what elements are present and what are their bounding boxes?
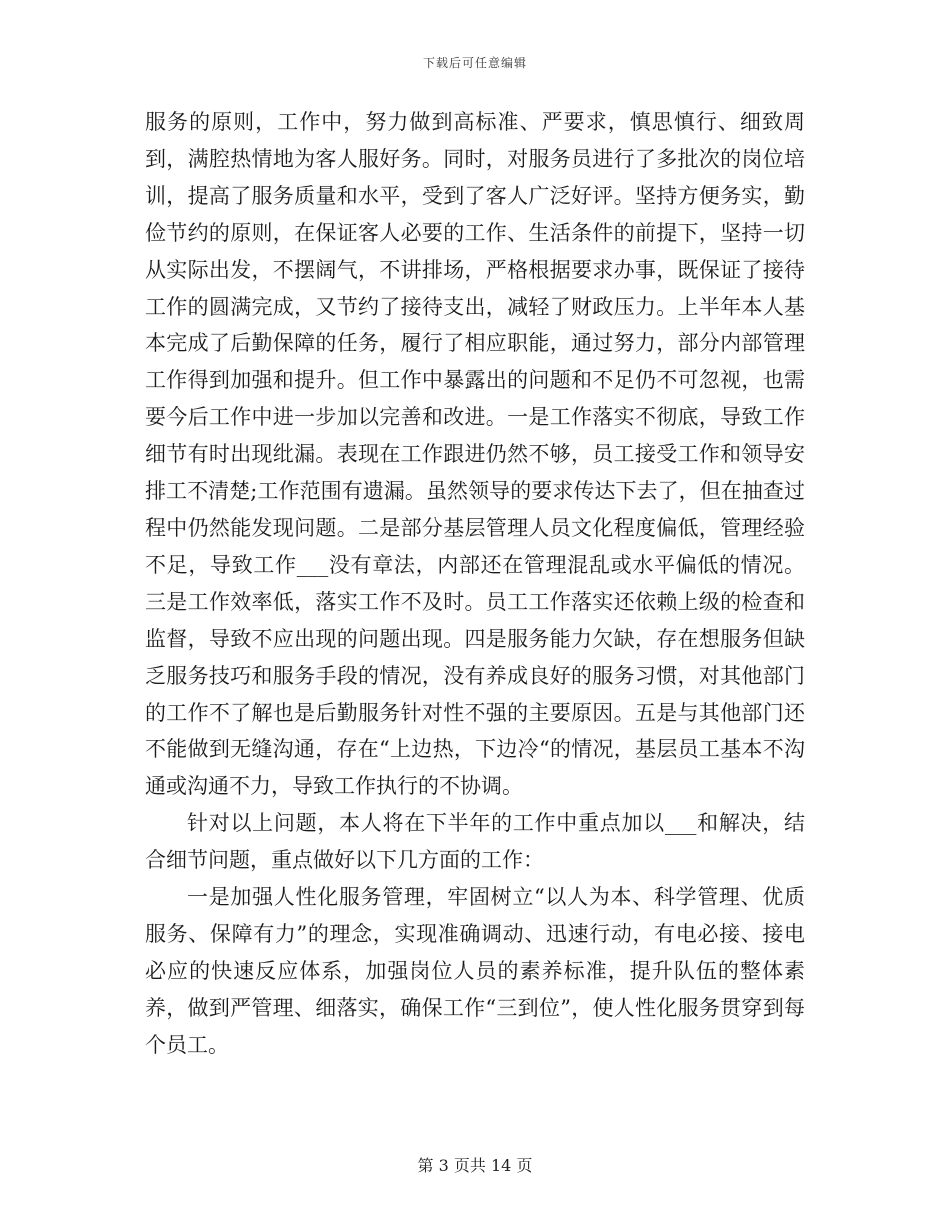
document-body xyxy=(145,104,805,1064)
paragraph-first-measure: 一是加强人性化服务管理，牢固树立“以人为本、科学管理、优质服务、保障有力”的理念，实现准确调动、迅速行动，有电必接、接电必应的快速反应体系，加强岗位人员的素养标准，提升队伍的整体素养，做到严管理、细落实，确保工作“三到位”，使人性化服务贯穿到每个员工。 xyxy=(145,885,805,1057)
paragraph-problems-response: 针对以上问题，本人将在下半年的工作中重点加以___和解决，结合细节问题，重点做好以下几方面的工作： xyxy=(145,811,805,873)
paragraph-continued: 服务的原则，工作中，努力做到高标准、严要求，慎思慎行、细致周到，满腔热情地为客人服好务。同时，对服务员进行了多批次的岗位培训，提高了服务质量和水平，受到了客人广泛好评。坚持方便务实，勤俭节约的原则，在保证客人必要的工作、生活条件的前提下，坚持一切从实际出发，不摆阔气，不讲排场，严格根据要求办事，既保证了接待工作的圆满完成，又节约了接待支出，减轻了财政压力。上半年本人基本完成了后勤保障的任务，履行了相应职能，通过努力，部分内部管理工作得到加强和提升。但工作中暴露出的问题和不足仍不可忽视，也需要今后工作中进一步加以完善和改进。一是工作落实不彻底，导致工作细节有时出现纰漏。表现在工作跟进仍然不够，员工接受工作和领导安排工不清楚;工作范围有遗漏。虽然领导的要求传达下去了，但在抽查过程中仍然能发现问题。二是部分基层管理人员文化程度偏低，管理经验不足，导致工作___没有章法，内部还在管理混乱或水平偏低的情况。三是工作效率低，落实工作不及时。员工工作落实还依赖上级的检查和监督，导致不应出现的问题出现。四是服务能力欠缺，存在想服务但缺乏服务技巧和服务手段的情况，没有养成良好的服务习惯，对其他部门的工作不了解也是后勤服务针对性不强的主要原因。五是与其他部门还不能做到无缝沟通，存在“上边热，下边冷“的情况，基层员工基本不沟通或沟通不力，导致工作执行的不协调。 xyxy=(145,110,805,799)
page-number: 第 3 页共 14 页 xyxy=(417,1156,533,1175)
page-header-note: 下载后可任意编辑 xyxy=(422,56,527,70)
